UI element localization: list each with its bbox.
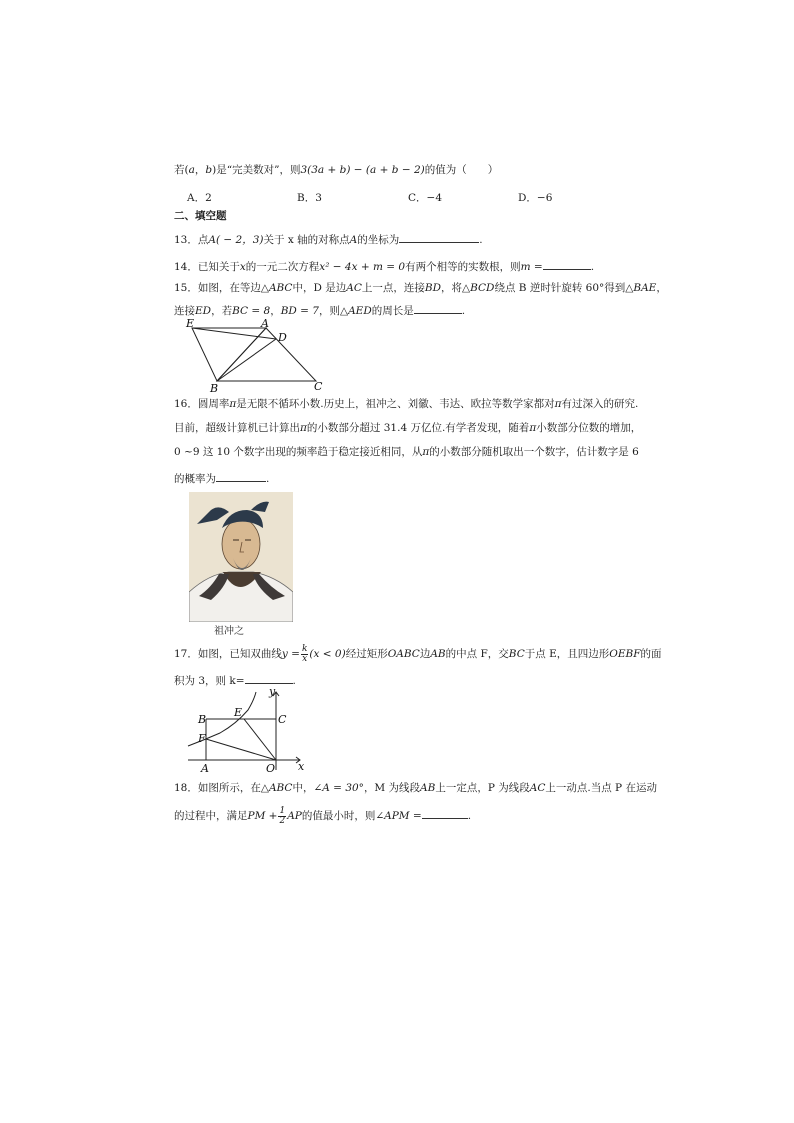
q17-bc: BC [508, 648, 525, 660]
q18-stem-line1 [174, 781, 657, 795]
q17-figure [184, 686, 308, 774]
q17-answer-blank[interactable] [245, 672, 293, 684]
q15-segment-bd [217, 339, 276, 381]
q13-point: A( − 2，3) [208, 234, 264, 246]
q18-text-1e: 上一动点.当点 P 在运动 [545, 782, 657, 794]
q13-stem [174, 231, 483, 247]
q17-text-1d: 的中点 F，交 [445, 648, 509, 660]
q18-apm: ∠APM = [375, 810, 422, 822]
q18-denominator: 2 [279, 815, 286, 826]
portrait-caption: 祖冲之 [214, 626, 244, 637]
q17-condition: (x < 0) [309, 648, 346, 660]
q12-expression: 3(3a + b) − (a + b − 2) [300, 164, 425, 176]
q12-comma: ， [194, 164, 206, 176]
q13-period: . [479, 234, 483, 246]
q12-option-d[interactable]: D．−6 [518, 192, 553, 204]
q12-text-mid: )是“完美数对”，则 [212, 164, 301, 176]
q14-stem [174, 258, 594, 274]
q15-text-c: 上一点，连接 [361, 282, 425, 294]
q16-text-1a: 16．圆周率 [174, 398, 230, 410]
q17-numerator: k [301, 643, 308, 654]
q14-number: 14． [174, 261, 198, 273]
q15-text-b: 中，D 是边 [292, 282, 347, 294]
q12-text: 若( [174, 164, 189, 176]
q15-abc: ABC [268, 282, 293, 294]
q15-bcd: BCD [470, 282, 495, 294]
q13-text-2: 关于 x 轴的对称点 [263, 234, 350, 246]
q15-ac: AC [346, 282, 362, 294]
q18-ac: AC [529, 782, 546, 794]
q18-numerator: 1 [279, 805, 286, 816]
q13-answer-blank[interactable] [399, 231, 479, 243]
q17-label-f: F [198, 732, 206, 745]
q16-period: . [266, 473, 270, 485]
q17-stem-line1 [174, 644, 662, 664]
q15-bc-value: BC = 8 [232, 305, 271, 317]
q17-denominator: x [302, 653, 308, 664]
q17-label-a: A [201, 762, 209, 774]
q18-text-1b: 中， [292, 782, 314, 794]
q17-text-1a: 17．如图，已知双曲线 [174, 648, 282, 660]
q15-stem-line1 [174, 281, 667, 295]
q17-ab: AB [430, 648, 446, 660]
q18-period: . [467, 810, 472, 822]
q17-text-1b: 经过矩形 [345, 648, 388, 660]
q18-abc: ABC [268, 782, 293, 794]
q16-text-1b: 是无限不循环小数.历史上，祖冲之、刘徽、韦达、欧拉等数学家都对 [236, 398, 555, 410]
q17-text-1e: 于点 E，且四边形 [524, 648, 610, 660]
q17-text-1f: 的面 [640, 648, 662, 660]
q17-fraction-k-over-x [301, 645, 308, 664]
q15-text-e: 绕点 B 逆时针旋转 60°得到△ [494, 282, 634, 294]
q15-figure [180, 315, 330, 395]
q15-aed: AED [348, 305, 372, 317]
q18-angle: ∠A = 30° [313, 782, 364, 794]
q17-label-c: C [278, 713, 287, 726]
q18-ap: AP [287, 810, 302, 822]
q16-stem-line3 [174, 445, 639, 459]
q13-text: 点 [197, 234, 209, 246]
q15-text-2a: 连接 [174, 305, 195, 317]
q15-triangle-abc [217, 328, 316, 381]
q18-ab: AB [420, 782, 436, 794]
q18-answer-blank[interactable] [422, 807, 468, 819]
q16-stem-line2 [174, 421, 641, 435]
q15-text-f: ， [656, 282, 667, 294]
q17-label-x: x [298, 760, 305, 773]
q17-label-e: E [234, 706, 243, 719]
q15-bd-value: BD = 7 [280, 305, 319, 317]
q12-var-a: a [188, 164, 195, 176]
q16-stem-line4 [174, 470, 269, 486]
q16-pi: π [229, 398, 237, 410]
q15-bae: BAE [633, 282, 657, 294]
q17-oebf: OEBF [609, 648, 641, 660]
q16-stem-line1 [174, 397, 638, 411]
q17-text-1c: 边 [419, 648, 431, 660]
q12-text-suffix: 的值为（ ） [424, 164, 499, 176]
q15-text-d: ，将△ [441, 282, 471, 294]
q15-ed: ED [195, 305, 212, 317]
q16-text-3a: 0 ~9 这 10 个数字出现的频率趋于稳定接近相同，从 [174, 446, 423, 458]
q12-option-c[interactable]: C．−4 [408, 192, 443, 204]
q17-label-y: y [269, 686, 276, 698]
q17-period: . [292, 675, 296, 687]
zu-chongzhi-portrait-image [189, 492, 293, 622]
q18-stem-line2 [174, 806, 471, 826]
q15-label-a: A [261, 317, 269, 330]
q12-option-a[interactable]: A．2 [187, 192, 212, 204]
q13-number: 13． [174, 234, 198, 246]
q17-segment-fo [206, 739, 276, 760]
q17-segment-eo [244, 719, 276, 760]
q18-text-1a: 18．如图所示，在△ [174, 782, 269, 794]
q17-label-o: O [266, 762, 276, 774]
q14-text: 已知关于 [197, 261, 240, 273]
q13-point-2: A [349, 234, 358, 246]
q15-text: 15．如图，在等边△ [174, 282, 269, 294]
q16-text-3b: 的小数部分随机取出一个数字，估计数字是 6 [429, 446, 639, 458]
q14-var-x: x [239, 261, 246, 273]
q16-text-4: 的概率为 [174, 473, 216, 485]
section-heading-fill-in: 二、填空题 [174, 210, 227, 222]
q15-text-2c: ， [270, 305, 281, 317]
q16-text-2c: 小数部分位数的增加， [536, 422, 642, 434]
q12-stem [174, 163, 498, 177]
q17-label-b: B [198, 713, 207, 726]
q15-label-b: B [210, 382, 219, 395]
q18-text-1d: 上一定点，P 为线段 [435, 782, 530, 794]
q15-label-c: C [314, 380, 323, 393]
q18-pm: PM + [247, 810, 278, 822]
q18-fraction-half [278, 807, 286, 826]
q15-period: . [461, 305, 466, 317]
q15-answer-blank[interactable] [414, 302, 462, 314]
q14-text-3: 有两个相等的实数根，则 [405, 261, 521, 273]
q16-text-1c: 有过深入的研究. [561, 398, 639, 410]
q14-var-m: m = [520, 261, 543, 273]
q14-period: . [590, 261, 595, 273]
q13-text-3: 的坐标为 [357, 234, 400, 246]
q16-text-2b: 的小数部分超过 31.4 万亿位.有学者发现，随着 [306, 422, 530, 434]
q18-text-2b: 的值最小时，则 [301, 810, 376, 822]
q16-pi-2: π [554, 398, 562, 410]
q15-label-e: E [186, 317, 195, 330]
q14-equation: x² − 4x + m = 0 [319, 261, 406, 273]
q14-answer-blank[interactable] [543, 258, 591, 270]
q17-oabc: OABC [387, 648, 420, 660]
q14-text-2: 的一元二次方程 [245, 261, 320, 273]
q16-pi-5: π [422, 446, 430, 458]
q12-var-b: b [205, 164, 213, 176]
q15-text-2b: ，若 [211, 305, 233, 317]
q18-text-2a: 的过程中，满足 [174, 810, 248, 822]
q12-option-b[interactable]: B．3 [297, 192, 322, 204]
q18-text-1c: ，M 为线段 [363, 782, 421, 794]
q15-bd: BD [424, 282, 441, 294]
q17-y-equals: y = [281, 648, 300, 660]
q15-label-d: D [278, 331, 287, 344]
q15-text-2e: 的周长是 [371, 305, 414, 317]
q16-pi-4: π [529, 422, 537, 434]
q17-text-2: 积为 3，则 k= [174, 675, 245, 687]
q16-text-2a: 目前，超级计算机已计算出 [174, 422, 300, 434]
q16-answer-blank[interactable] [216, 470, 266, 482]
q16-pi-3: π [300, 422, 307, 434]
q15-text-2d: ，则△ [319, 305, 349, 317]
